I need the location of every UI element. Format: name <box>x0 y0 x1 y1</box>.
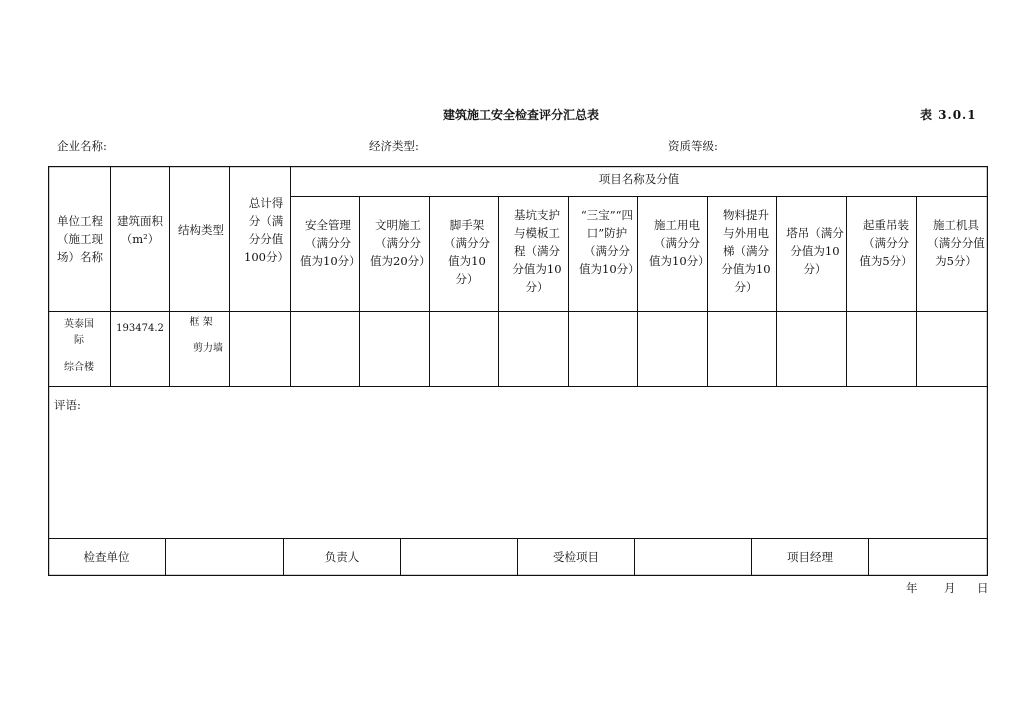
header-item-material-hoist: 物料提升与外用电梯（满分分值为10分） <box>721 208 771 294</box>
table-number: 表 3.0.1 <box>920 108 977 122</box>
company-name-label: 企业名称: <box>57 139 107 153</box>
footer-person-in-charge: 负责人 <box>324 550 360 564</box>
header-item-electricity: 施工用电（满分分值为10分） <box>649 218 710 268</box>
row-name-line3: 综合楼 <box>64 362 94 373</box>
header-item-civilized-construction: 文明施工（满分分值为20分） <box>370 218 431 268</box>
header-item-machinery: 施工机具（满分分值为5分） <box>927 218 985 268</box>
header-building-area: 建筑面积（m²） <box>117 214 163 246</box>
economy-type-label: 经济类型: <box>369 139 419 153</box>
comment-label: 评语: <box>54 398 81 412</box>
header-item-scaffold: 脚手架（满分分值为10分） <box>444 218 490 286</box>
header-items-group: 项目名称及分值 <box>598 172 680 186</box>
summary-table <box>48 166 988 576</box>
footer-inspected-project: 受检项目 <box>553 550 599 564</box>
header-unit-name: 单位工程（施工现场）名称 <box>57 214 103 264</box>
row-name-line2: 际 <box>74 335 84 346</box>
row-name-line1: 英泰国 <box>64 319 94 330</box>
footer-inspect-unit: 检查单位 <box>83 550 130 564</box>
footer-project-manager: 项目经理 <box>787 550 833 564</box>
date-year: 年 <box>906 581 918 595</box>
header-item-safety-management: 安全管理（满分分值为10分） <box>300 218 361 268</box>
date-day: 日 <box>977 581 989 595</box>
header-item-three-treasures: “三宝”“四口”防护（满分分值为10分） <box>579 208 640 276</box>
row-structure-line1: 框 架 <box>189 317 213 328</box>
qualification-label: 资质等级: <box>668 139 718 153</box>
date-month: 月 <box>944 581 956 595</box>
page-title: 建筑施工安全检查评分汇总表 <box>443 108 600 122</box>
header-item-lifting: 起重吊装（满分分值为5分） <box>859 218 913 268</box>
header-item-tower-crane: 塔吊（满分分值为10分） <box>786 226 844 276</box>
row-structure-line2: 剪力墙 <box>193 343 223 354</box>
row-area-value: 193474.2 <box>116 323 164 334</box>
header-structure-type: 结构类型 <box>178 223 224 237</box>
header-total-score: 总计得分（满分分值100分） <box>244 196 289 264</box>
header-item-foundation-formwork: 基坑支护与模板工程（满分分值为10分） <box>512 208 562 294</box>
